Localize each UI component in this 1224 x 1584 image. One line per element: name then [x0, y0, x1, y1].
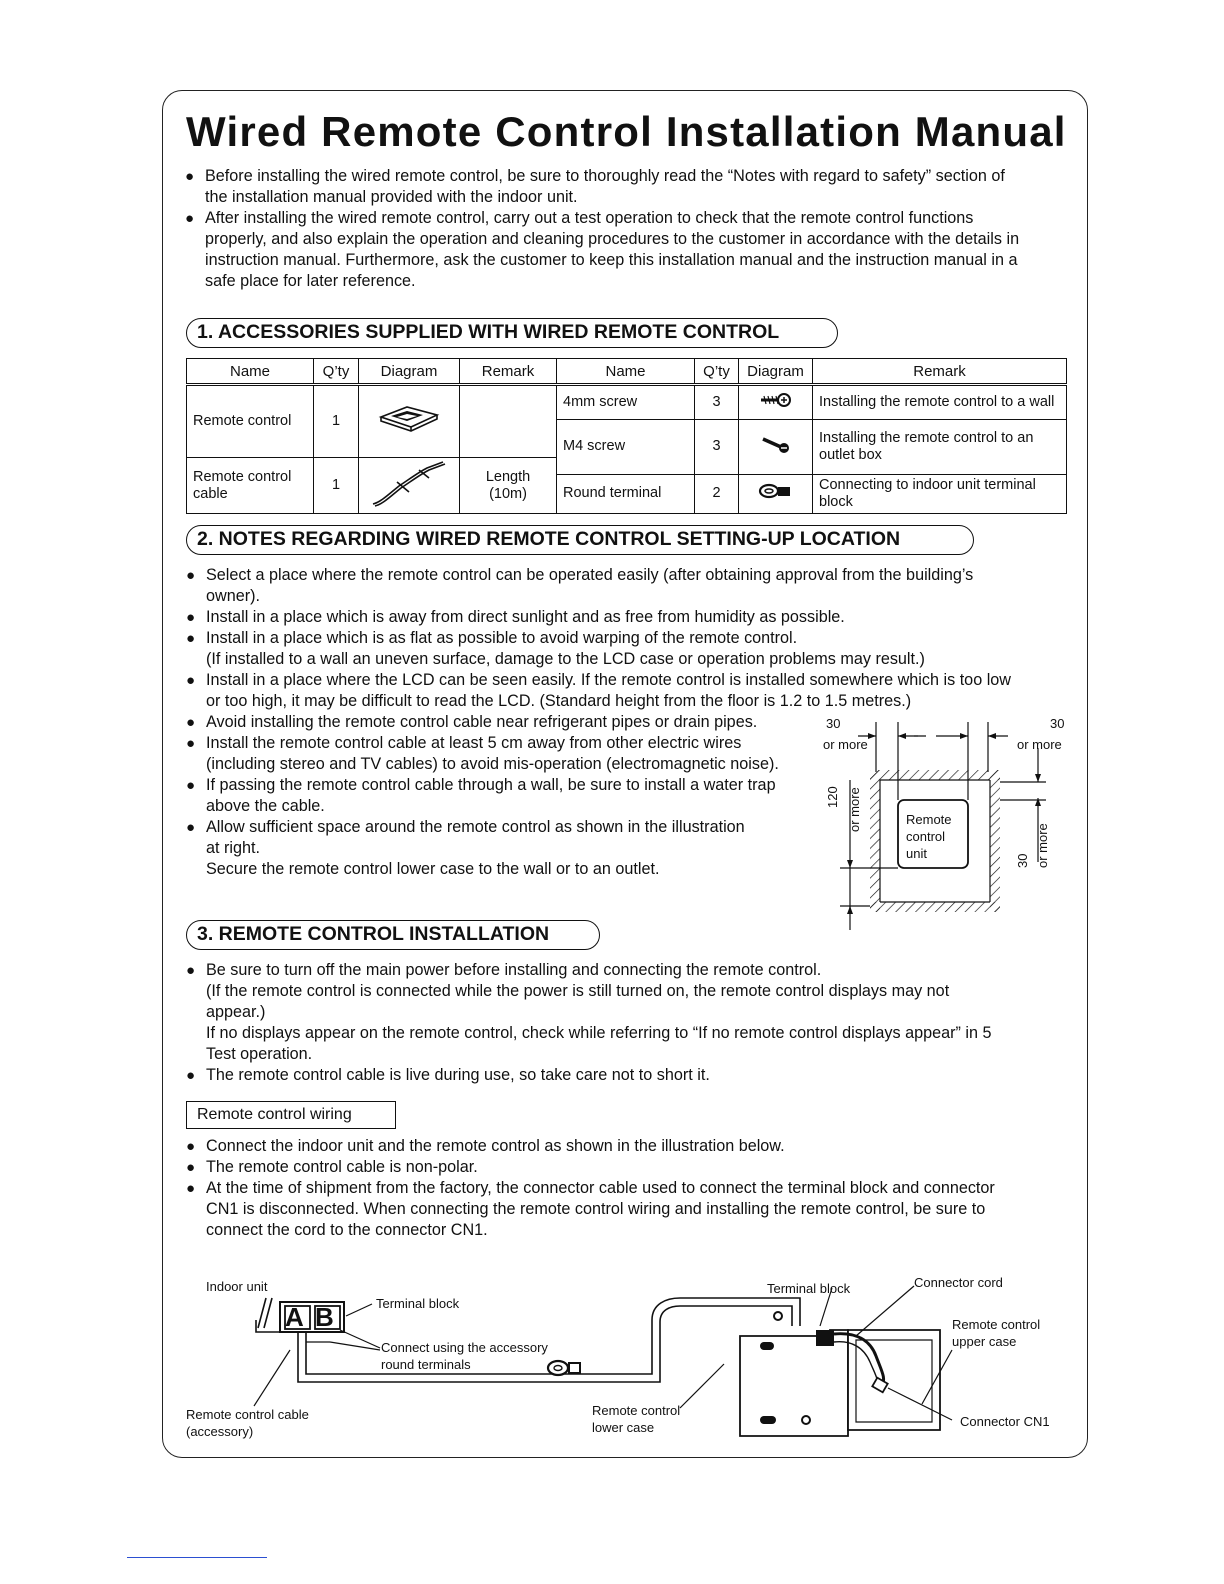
- bullet-icon: ●: [186, 819, 196, 836]
- wiring-bullet: ● At the time of shipment from the factory, the connector cable used to connect the terminal block and connector CN1 is disconnected. When connecting the remote control wiring and installing the remote control, be sure to connect the cord to the connector CN1.: [186, 1179, 995, 1239]
- screw-icon: [739, 420, 813, 475]
- location-bullet: ● Install in a place where the LCD can be seen easily. If the remote control is installed somewhere which is too low or too high, it may be difficult to read the LCD. (Standard height from the floor is 1.2 to 1.5 metres.): [186, 671, 1011, 710]
- bullet-icon: ●: [186, 777, 196, 794]
- bullet-icon: ●: [186, 1159, 196, 1176]
- section-1-heading: 1. ACCESSORIES SUPPLIED WITH WIRED REMOTE CONTROL: [186, 318, 838, 348]
- intro-bullet-2: ● After installing the wired remote control, carry out a test operation to check that the remote control functions properly, and also explain the operation and cleaning procedures to the customer in accordance with the details in instruction manual. Furthermore, ask the customer to keep this installation manual and the instruction manual in a safe place for later reference.: [185, 209, 1020, 290]
- cable-icon: [359, 458, 460, 514]
- bullet-icon: ●: [186, 735, 196, 752]
- table-row: M4 screw 3 Installing the remote control to an outlet box: [187, 420, 1067, 458]
- bullet-icon: ●: [186, 672, 196, 689]
- location-bullet: ● Install in a place which is away from direct sunlight and as free from humidity as possible.: [186, 608, 845, 626]
- location-bullet: ● Select a place where the remote control can be operated easily (after obtaining approval from the building’s owner).: [186, 566, 974, 605]
- wiring-bullet: ● The remote control cable is non-polar.: [186, 1158, 478, 1176]
- remote-control-unit-label: Remote control unit: [906, 812, 952, 861]
- bullet-icon: ●: [186, 962, 196, 979]
- location-bullet: ● Install the remote control cable at least 5 cm away from other electric wires (including stereo and TV cables) to avoid mis-operation (electromagnetic noise).: [186, 734, 779, 773]
- installation-bullet: ● The remote control cable is live during use, so take care not to short it.: [186, 1066, 710, 1084]
- location-bullet: ● Allow sufficient space around the remote control as shown in the illustration at right. Secure the remote control lower case to the wall or to an outlet.: [186, 818, 745, 878]
- round-terminal-icon: [548, 1361, 580, 1375]
- table-row: Round terminal 2 Connecting to indoor unit terminal block: [187, 474, 1067, 513]
- bullet-icon: ●: [186, 567, 196, 584]
- section-2-heading: 2. NOTES REGARDING WIRED REMOTE CONTROL SETTING-UP LOCATION: [186, 525, 974, 555]
- bullet-icon: ●: [185, 210, 195, 227]
- installation-bullet: ● Be sure to turn off the main power before installing and connecting the remote control. (If the remote control is connected while the power is still turned on, the remote control displays may not appear.) If no displays appear on the remote control, check while referring to “If no remote control displays appear” in 5 Test operation.: [186, 961, 992, 1063]
- bullet-icon: ●: [185, 168, 195, 185]
- accessories-table: [186, 358, 1067, 514]
- upper-case-label: Remote control upper case: [952, 1317, 1041, 1349]
- lower-case-label: Remote control lower case: [592, 1403, 681, 1435]
- section-3-heading: 3. REMOTE CONTROL INSTALLATION: [186, 920, 600, 950]
- cable-label: Remote control cable (accessory): [186, 1407, 309, 1439]
- location-bullet: ● If passing the remote control cable through a wall, be sure to install a water trap above the cable.: [186, 776, 776, 815]
- connect-note: Connect using the accessory round terminals: [381, 1340, 548, 1372]
- round-terminal-icon: [739, 474, 813, 513]
- table-row: Remote control 1 4mm screw 3 Installing the remote control to a wall: [187, 385, 1067, 420]
- wiring-subheading: Remote control wiring: [186, 1101, 396, 1129]
- bullet-icon: ●: [186, 1067, 196, 1084]
- location-bullet: ● Install in a place which is as flat as possible to avoid warping of the remote control. (If installed to a wall an uneven surface, damage to the LCD case or operation problems may result.): [186, 629, 925, 668]
- bullet-icon: ●: [186, 609, 196, 626]
- page-title: Wired Remote Control Installation Manual: [186, 108, 1067, 155]
- intro-bullet-1: ● Before installing the wired remote control, be sure to thoroughly read the “Notes with regard to safety” section of the installation manual provided with the indoor unit.: [185, 167, 1005, 206]
- wiring-bullet: ● Connect the indoor unit and the remote control as shown in the illustration below.: [186, 1137, 785, 1155]
- bullet-icon: ●: [186, 1180, 196, 1197]
- location-bullet: ● Avoid installing the remote control cable near refrigerant pipes or drain pipes.: [186, 713, 758, 731]
- table-row: Remote control cable 1 Length (10m): [187, 458, 1067, 475]
- bullet-icon: ●: [186, 714, 196, 731]
- bullet-icon: ●: [186, 630, 196, 647]
- footer-link-line: [127, 1557, 267, 1558]
- remote-control-icon: [359, 385, 460, 458]
- table-header-row: Name Q’ty Diagram Remark Name Q’ty Diagram Remark: [187, 359, 1067, 385]
- bullet-icon: ●: [186, 1138, 196, 1155]
- screw-icon: [739, 385, 813, 420]
